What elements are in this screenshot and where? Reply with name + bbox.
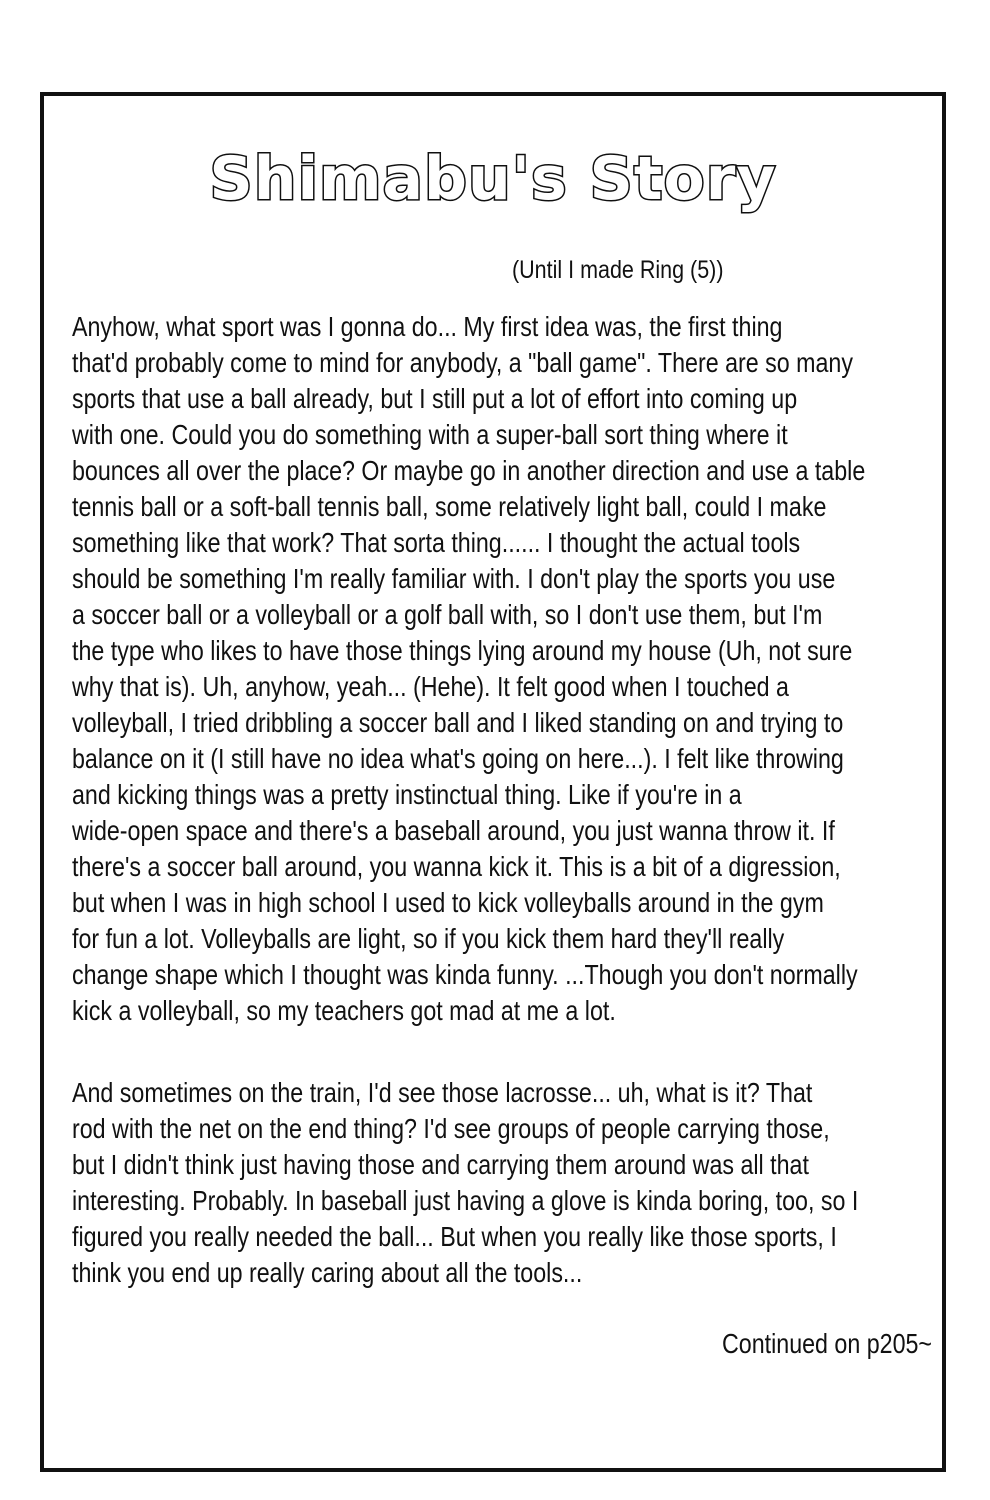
paragraph-2 [72, 1075, 932, 1291]
text-line: Anyhow, what sport was I gonna do... My first idea was, the first thing [72, 311, 783, 342]
text-line: think you end up really caring about all the tools... [72, 1257, 583, 1288]
text-line: why that is). Uh, anyhow, yeah... (Hehe). It felt good when I touched a [72, 671, 789, 702]
text-line: but I didn't think just having those and carrying them around was all that [72, 1149, 809, 1180]
text-line: interesting. Probably. In baseball just having a glove is kinda boring, too, so I [72, 1185, 859, 1216]
text-line: a soccer ball or a volleyball or a golf ball with, so I don't use them, but I'm [72, 599, 823, 630]
text-line: that'd probably come to mind for anybody, a "ball game". There are so many [72, 347, 853, 378]
text-line: figured you really needed the ball... But when you really like those sports, I [72, 1221, 837, 1252]
text-line: And sometimes on the train, I'd see those lacrosse... uh, what is it? That [72, 1077, 813, 1108]
text-line: wide-open space and there's a baseball around, you just wanna throw it. If [72, 815, 835, 846]
text-line: and kicking things was a pretty instinctual thing. Like if you're in a [72, 779, 742, 810]
text-line: something like that work? That sorta thing...... I thought the actual tools [72, 527, 801, 558]
text-line: sports that use a ball already, but I still put a lot of effort into coming up [72, 383, 798, 414]
story-body [72, 309, 932, 1291]
text-line: there's a soccer ball around, you wanna kick it. This is a bit of a digression, [72, 851, 841, 882]
text-line: bounces all over the place? Or maybe go in another direction and use a table [72, 455, 866, 486]
paragraph-1 [72, 309, 932, 1029]
text-line: tennis ball or a soft-ball tennis ball, some relatively light ball, could I make [72, 491, 827, 522]
text-line: for fun a lot. Volleyballs are light, so if you kick them hard they'll really [72, 923, 785, 954]
page-title: Shimabu's Story [209, 144, 777, 214]
paragraph-gap [72, 1029, 932, 1075]
text-line: change shape which I thought was kinda funny. ...Though you don't normally [72, 959, 858, 990]
text-line: kick a volleyball, so my teachers got mad at me a lot. [72, 995, 616, 1026]
page-subtitle: (Until I made Ring (5)) [512, 256, 724, 284]
text-line: but when I was in high school I used to kick volleyballs around in the gym [72, 887, 824, 918]
continued-note: Continued on p205~ [722, 1328, 932, 1359]
text-line: rod with the net on the end thing? I'd see groups of people carrying those, [72, 1113, 830, 1144]
text-line: should be something I'm really familiar with. I don't play the sports you use [72, 563, 836, 594]
text-line: volleyball, I tried dribbling a soccer ball and I liked standing on and trying to [72, 707, 844, 738]
text-line: the type who likes to have those things lying around my house (Uh, not sure [72, 635, 853, 666]
text-line: with one. Could you do something with a super-ball sort thing where it [72, 419, 788, 450]
text-frame [40, 92, 946, 1472]
text-line: balance on it (I still have no idea what's going on here...). I felt like throwing [72, 743, 844, 774]
